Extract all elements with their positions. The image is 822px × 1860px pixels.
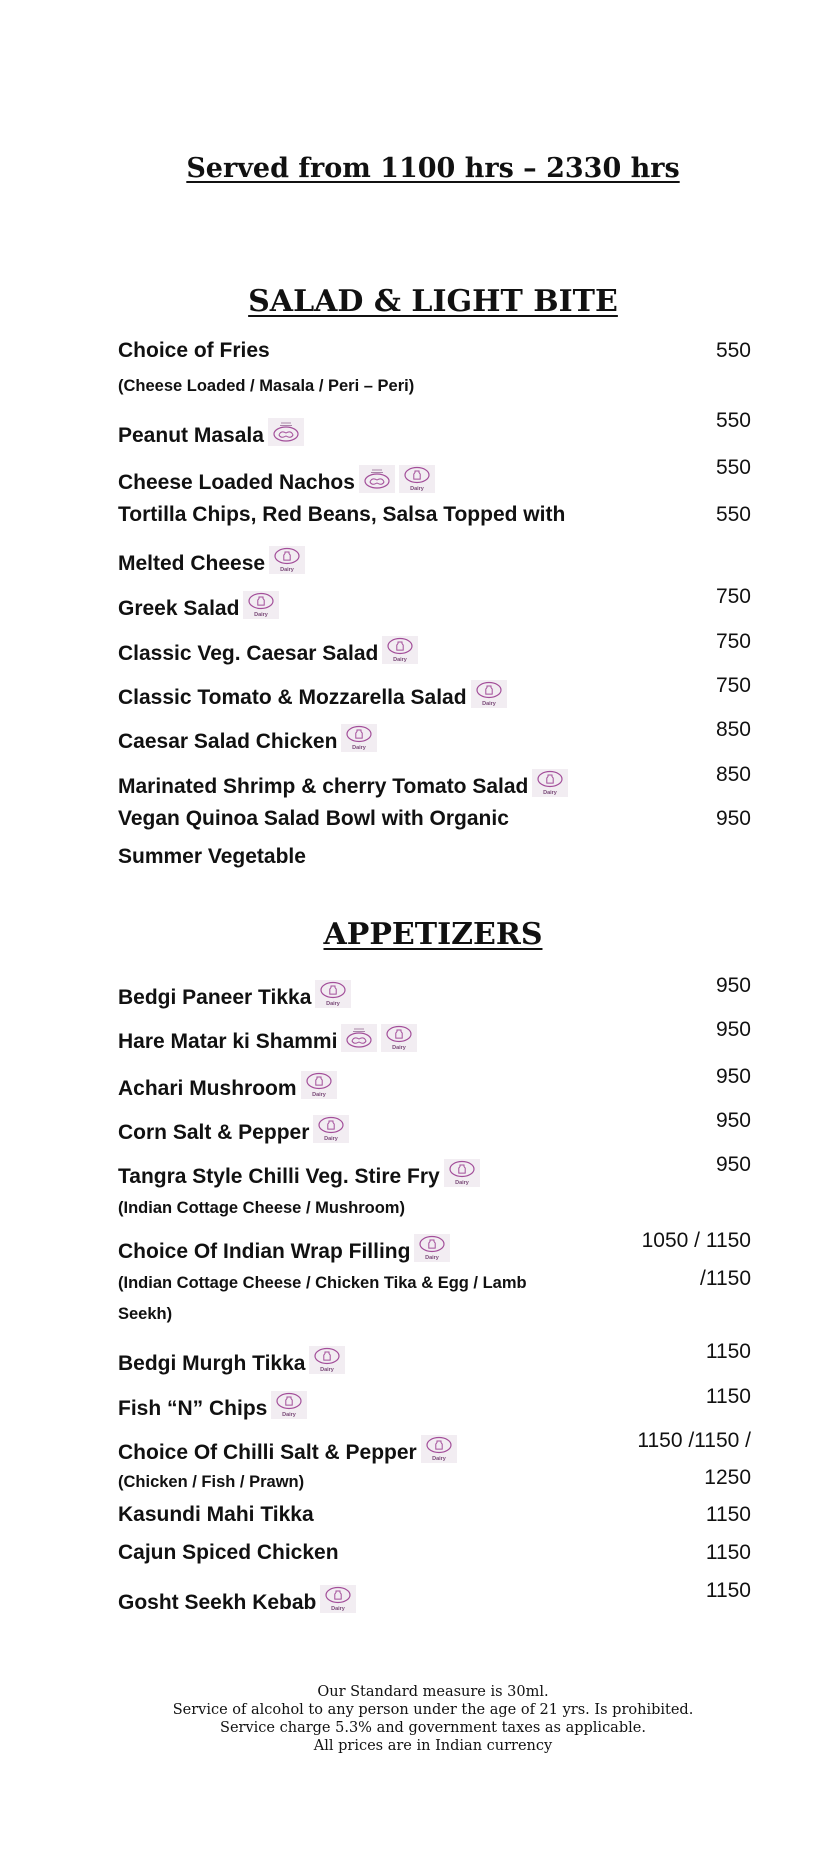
menu-item-price: 750 <box>715 630 751 653</box>
svg-text:Dairy: Dairy <box>311 1092 326 1098</box>
menu-item-price: 950 <box>715 974 751 997</box>
dairy-icon <box>421 1435 457 1463</box>
menu-item-price: 1150 /1150 / <box>637 1429 751 1452</box>
svg-text:Dairy: Dairy <box>425 1255 440 1261</box>
svg-text:Dairy: Dairy <box>431 1456 446 1462</box>
menu-item-name: Tortilla Chips, Red Beans, Salsa Topped with <box>118 503 566 526</box>
svg-text:Dairy: Dairy <box>320 1367 335 1373</box>
svg-text:Dairy: Dairy <box>392 1045 407 1051</box>
svg-text:Dairy: Dairy <box>393 657 408 663</box>
menu-item-name: Choice of Fries <box>118 339 270 362</box>
allergen-icons <box>532 769 572 797</box>
menu-item-options: (Indian Cottage Cheese / Chicken Tika & Egg / Lamb <box>118 1274 527 1292</box>
menu-item-price: 950 <box>715 1109 751 1132</box>
menu-item-price: 550 <box>715 503 751 526</box>
allergen-icons <box>309 1346 349 1374</box>
dairy-icon <box>301 1071 337 1099</box>
menu-item-name: Bedgi Paneer Tikka <box>118 986 312 1009</box>
menu-item-price: 1150 <box>705 1541 751 1564</box>
dairy-icon <box>382 636 418 664</box>
peanut-icon <box>359 465 395 493</box>
menu-item-price: 550 <box>715 339 751 362</box>
menu-item-options: (Cheese Loaded / Masala / Peri – Peri) <box>118 377 415 395</box>
allergen-icons <box>315 980 355 1008</box>
menu-item-name: Cheese Loaded Nachos <box>118 471 355 494</box>
dairy-icon <box>315 980 351 1008</box>
svg-text:Dairy: Dairy <box>543 790 558 796</box>
menu-item <box>118 1391 311 1421</box>
footer-line: Service of alcohol to any person under the age of 21 yrs. Is prohibited. <box>172 1702 694 1718</box>
svg-text:Dairy: Dairy <box>410 486 424 492</box>
dairy-icon <box>399 465 435 493</box>
menu-item <box>118 418 308 448</box>
menu-item-name: Tangra Style Chilli Veg. Stire Fry <box>118 1165 440 1188</box>
menu-item-name: Peanut Masala <box>118 424 264 447</box>
footer-line: Service charge 5.3% and government taxes as applicable. <box>220 1720 646 1736</box>
allergen-icons <box>268 418 308 446</box>
menu-item <box>118 636 422 666</box>
allergen-icons <box>471 680 511 708</box>
menu-item <box>118 1346 349 1376</box>
menu-item-name: Kasundi Mahi Tikka <box>118 1503 314 1526</box>
menu-item-name: Corn Salt & Pepper <box>118 1121 310 1144</box>
menu-item-name: Cajun Spiced Chicken <box>118 1541 339 1564</box>
svg-text:Dairy: Dairy <box>326 1001 341 1007</box>
peanut-icon <box>341 1024 377 1052</box>
menu-item-name-cont: Melted Cheese <box>118 552 266 575</box>
svg-text:Dairy: Dairy <box>282 1412 297 1418</box>
menu-item-price: 1150 <box>705 1340 751 1363</box>
allergen-icons <box>301 1071 341 1099</box>
menu-item <box>118 1071 341 1101</box>
allergen-icons <box>359 465 439 493</box>
dairy-icon <box>243 591 279 619</box>
dairy-icon <box>471 680 507 708</box>
menu-item-price: 1050 / 1150 <box>641 1229 751 1252</box>
menu-item-options: (Chicken / Fish / Prawn) <box>118 1473 305 1491</box>
allergen-icons <box>444 1159 484 1187</box>
dairy-icon <box>313 1115 349 1143</box>
menu-item-price: 950 <box>715 1153 751 1176</box>
peanut-icon <box>268 418 304 446</box>
svg-text:Dairy: Dairy <box>324 1136 339 1142</box>
menu-item-name: Choice Of Chilli Salt & Pepper <box>118 1441 417 1464</box>
svg-text:Dairy: Dairy <box>454 1180 469 1186</box>
menu-item <box>118 591 283 621</box>
menu-item-price: 750 <box>715 585 751 608</box>
menu-item-name: Gosht Seekh Kebab <box>118 1591 317 1614</box>
allergen-icons <box>414 1234 454 1262</box>
allergen-icons <box>320 1585 360 1613</box>
menu-item-price: 950 <box>715 807 751 830</box>
menu-item-price: 1150 <box>705 1503 751 1526</box>
footer-notes <box>0 1683 822 1755</box>
menu-item-name-cont: Summer Vegetable <box>118 845 306 868</box>
menu-item <box>118 1024 421 1054</box>
menu-item-name: Hare Matar ki Shammi <box>118 1030 338 1053</box>
allergen-icons <box>243 591 283 619</box>
menu-item-name: Marinated Shrimp & cherry Tomato Salad <box>118 775 529 798</box>
menu-item-name: Classic Veg. Caesar Salad <box>118 642 379 665</box>
dairy-icon <box>320 1585 356 1613</box>
menu-item-name: Vegan Quinoa Salad Bowl with Organic <box>118 807 509 830</box>
dairy-icon <box>532 769 568 797</box>
menu-item <box>118 1234 454 1264</box>
menu-item <box>118 546 309 576</box>
allergen-icons <box>269 546 309 574</box>
allergen-icons <box>313 1115 353 1143</box>
allergen-icons <box>341 724 381 752</box>
allergen-icons <box>271 1391 311 1419</box>
allergen-icons <box>421 1435 461 1463</box>
menu-item <box>118 465 439 495</box>
svg-text:Dairy: Dairy <box>352 745 367 751</box>
menu-item-name: Achari Mushroom <box>118 1077 297 1100</box>
menu-item-price-cont: /1150 <box>700 1267 751 1290</box>
menu-item <box>118 1435 461 1465</box>
menu-item-name: Greek Salad <box>118 597 240 620</box>
svg-text:Dairy: Dairy <box>280 567 294 573</box>
menu-item-price: 550 <box>715 456 751 479</box>
dairy-icon <box>271 1391 307 1419</box>
menu-item-name: Choice Of Indian Wrap Filling <box>118 1240 411 1263</box>
served-hours: Served from 1100 hrs – 2330 hrs <box>186 153 680 184</box>
dairy-icon <box>381 1024 417 1052</box>
menu-item-price: 750 <box>715 674 751 697</box>
menu-item-price-cont: 1250 <box>704 1466 751 1489</box>
menu-item-name: Bedgi Murgh Tikka <box>118 1352 306 1375</box>
menu-item <box>118 680 511 710</box>
dairy-icon <box>269 546 305 574</box>
footer-line: Our Standard measure is 30ml. <box>317 1684 549 1700</box>
menu-item-price: 850 <box>715 718 751 741</box>
footer-line: All prices are in Indian currency <box>313 1738 553 1754</box>
menu-item <box>118 724 381 754</box>
menu-item <box>118 769 572 799</box>
allergen-icons <box>382 636 422 664</box>
menu-item-price: 850 <box>715 763 751 786</box>
menu-item <box>118 980 355 1010</box>
menu-item-options: (Indian Cottage Cheese / Mushroom) <box>118 1199 405 1217</box>
section-title-salad: SALAD & LIGHT BITE <box>248 284 618 319</box>
menu-item <box>118 1115 353 1145</box>
dairy-icon <box>309 1346 345 1374</box>
dairy-icon <box>341 724 377 752</box>
menu-item-price: 550 <box>715 409 751 432</box>
menu-item-options-cont: Seekh) <box>118 1305 173 1323</box>
menu-item-price: 1150 <box>705 1579 751 1602</box>
menu-item-name: Fish “N” Chips <box>118 1397 268 1420</box>
menu-item <box>118 1585 360 1615</box>
svg-text:Dairy: Dairy <box>481 701 496 707</box>
menu-item <box>118 1159 484 1189</box>
section-title-appetizers: APPETIZERS <box>323 917 543 952</box>
svg-text:Dairy: Dairy <box>254 612 269 618</box>
menu-item-price: 1150 <box>705 1385 751 1408</box>
svg-text:Dairy: Dairy <box>331 1606 346 1612</box>
dairy-icon <box>414 1234 450 1262</box>
allergen-icons <box>341 1024 421 1052</box>
menu-item-name: Caesar Salad Chicken <box>118 730 338 753</box>
menu-item-price: 950 <box>715 1065 751 1088</box>
menu-item-price: 950 <box>715 1018 751 1041</box>
dairy-icon <box>444 1159 480 1187</box>
menu-item-name: Classic Tomato & Mozzarella Salad <box>118 686 467 709</box>
